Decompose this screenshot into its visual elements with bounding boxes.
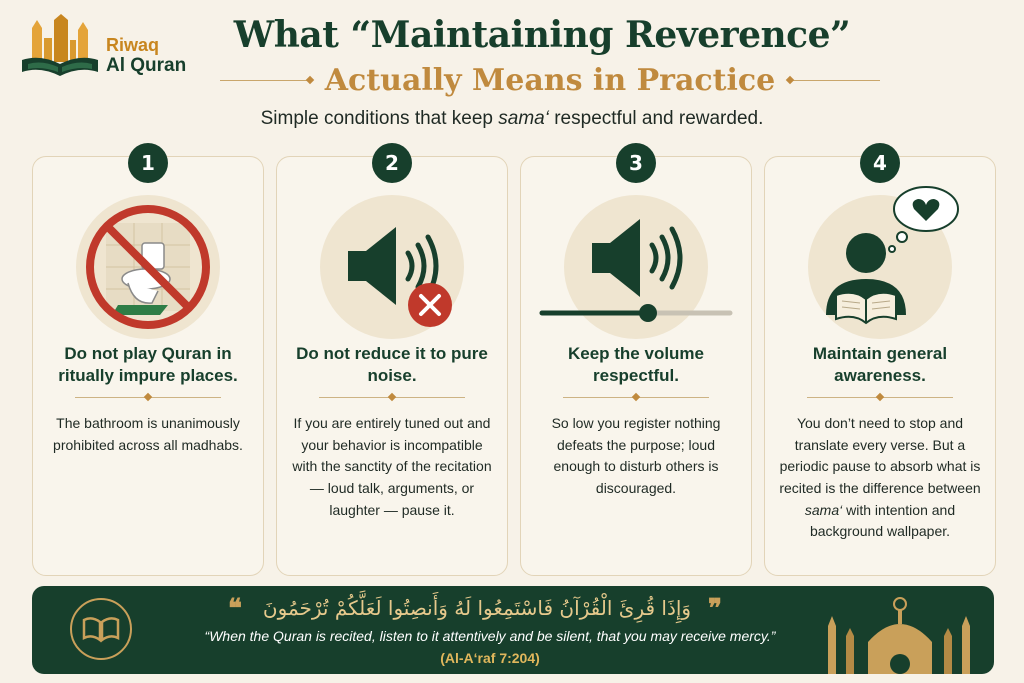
verse-reference: (Al-A‘raf 7:204) — [440, 650, 540, 666]
card-title: Keep the volume respectful. — [567, 344, 705, 386]
card-title: Maintain general awareness. — [812, 344, 948, 386]
subtitle-emphasis: sama‘ — [498, 108, 549, 129]
decorative-divider — [787, 80, 880, 81]
card-body-emphasis: sama‘ — [804, 501, 843, 518]
open-book-icon — [70, 598, 132, 660]
card-title: Do not reduce it to pure noise. — [296, 344, 488, 386]
decorative-divider — [220, 80, 313, 81]
card-body: So low you register nothing defeats the purpose; loud enough to disturb others is discouraged. — [551, 415, 721, 497]
page-title: What “Maintaining Reverence” — [233, 14, 851, 56]
card-body-text: You don’t need to stop and translate every verse. But a periodic pause to absorb what is recited is the difference between — [779, 415, 981, 497]
card-divider — [807, 397, 953, 398]
card-divider — [319, 397, 465, 398]
close-quote-icon: ❞ — [708, 594, 722, 624]
arabic-verse: وَإِذَا قُرِئَ الْقُرْآنُ فَاسْتَمِعُوا لَهُ وَأَنصِتُوا لَعَلَّكُمْ تُرْحَمُونَ — [262, 596, 692, 620]
step-number-badge: 2 — [372, 143, 412, 183]
condition-card-1 — [32, 151, 264, 576]
brand-name-line1: Riwaq — [106, 35, 160, 55]
condition-card-2 — [276, 151, 508, 576]
subtitle-text: Simple conditions that keep — [260, 108, 499, 129]
step-number-badge: 3 — [616, 143, 656, 183]
condition-card-4 — [764, 151, 996, 576]
page-subtitle — [0, 108, 1024, 130]
card-divider — [563, 397, 709, 398]
page-title-secondary-row — [220, 60, 880, 100]
mosque-silhouette-icon — [820, 592, 980, 674]
card-body — [777, 413, 983, 543]
card-body-text: with intention and background wallpaper. — [809, 501, 956, 540]
subtitle-text: respectful and rewarded. — [548, 108, 764, 129]
muted-speaker-icon — [320, 195, 464, 339]
open-quote-icon: ❝ — [228, 594, 242, 624]
page-title-secondary: Actually Means in Practice — [324, 62, 776, 98]
card-body: The bathroom is unanimously prohibited across all madhabs. — [53, 415, 243, 453]
verse-banner — [32, 586, 994, 674]
reader-heart-icon — [808, 195, 952, 339]
step-number-badge: 4 — [860, 143, 900, 183]
brand-name-line2: Al Quran — [106, 54, 187, 76]
verse-translation: “When the Quran is recited, listen to it attentively and be silent, that you may receive mercy.” — [204, 628, 776, 644]
card-body: If you are entirely tuned out and your behavior is incompatible with the sanctity of the recitation — loud talk, arguments, or laughter — pause it. — [292, 415, 492, 518]
volume-slider-icon — [564, 195, 708, 339]
card-title: Do not play Quran in ritually impure places. — [58, 344, 238, 386]
card-divider — [75, 397, 221, 398]
step-number-badge: 1 — [128, 143, 168, 183]
condition-card-3 — [520, 151, 752, 576]
no-bathroom-icon — [76, 195, 220, 339]
